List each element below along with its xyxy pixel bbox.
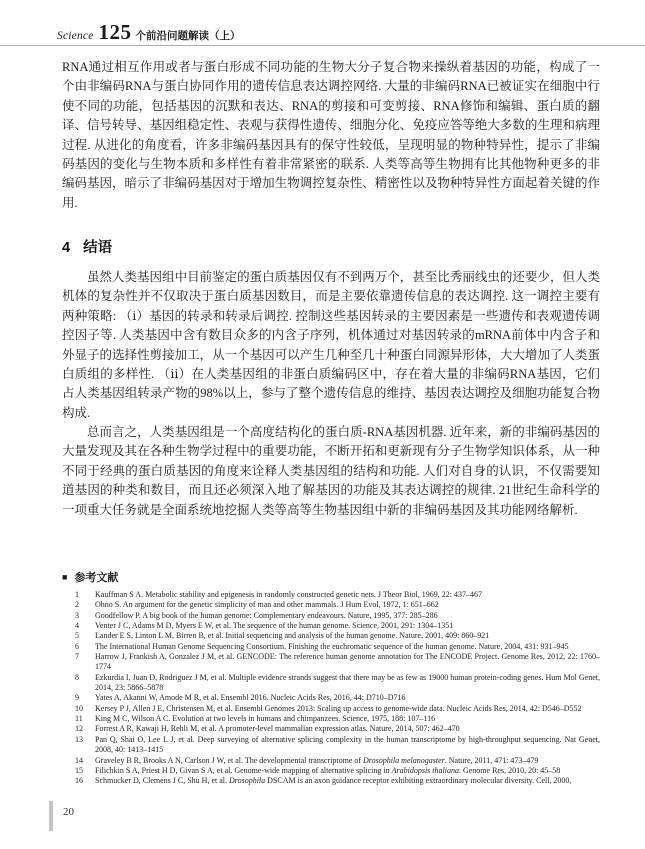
reference-number: 6 [75, 641, 79, 651]
reference-number: 7 [75, 652, 79, 662]
reference-item [62, 621, 600, 631]
body-paragraph-3: 总而言之，人类基因组是一个高度结构化的蛋白质-RNA基因机器. 近年来，新的非编码基因的大量发现及其在各种生物学过程中的重要功能，不断开拓和更新现有分子生物学知识体系，从一种不同于经典的蛋白质基因的角度来诠释人类基因组的结构和功能. 人们对自身的认识，不仅需要知道基因的种类和数目，而且还必须深入地了解基因的功能及其表达调控的规律. 21世纪生命科学的一项重大任务就是全面系统地挖掘人类等高等生物基因组中新的非编码基因及其功能网络解析. [62, 425, 600, 517]
header-science-label: Science [57, 30, 94, 42]
reference-item [62, 724, 600, 734]
reference-number: 11 [75, 714, 83, 724]
reference-number: 5 [75, 631, 79, 641]
reference-item [62, 631, 600, 641]
reference-text: Lander E S, Linton L M, Birren B, et al. Initial sequencing and analysis of the human genome. Nature, 2001, 409: 860–921 [95, 631, 490, 641]
page-number: 20 [63, 806, 74, 818]
section-number: 4 [62, 240, 71, 256]
reference-text: Ohno S. An argument for the genetic simplicity of man and other mammals. J Hum Evol, 1972, 1: 651–662 [95, 600, 439, 610]
reference-item [62, 642, 600, 652]
reference-number: 1 [75, 590, 79, 599]
reference-text: Graveley B R, Brooks A N, Carlson J W, et al. The developmental transcriptome of Drosophila melanogaster. Nature, 2011, 471: 473–479 [95, 755, 539, 765]
reference-number: 13 [75, 734, 83, 744]
reference-number: 15 [75, 765, 83, 775]
reference-number: 14 [75, 755, 83, 765]
reference-number: 16 [75, 776, 83, 786]
reference-item [62, 673, 600, 694]
reference-item [62, 652, 600, 673]
footer-bar [49, 801, 53, 831]
reference-item [62, 693, 600, 703]
reference-text: Venter J C, Adams M D, Myers E W, et al. The sequence of the human genome. Science, 2001, 291: 1304–1351 [95, 621, 454, 631]
section-title: 结语 [83, 240, 113, 256]
reference-item [62, 735, 600, 756]
reference-item [62, 756, 600, 766]
reference-item [62, 766, 600, 776]
reference-text: Schmucker D, Clemens J C, Shu H, et al. Drosophila DSCAM is an axon guidance receptor exhibiting extraordinary molecular diversity. Cell, 2000, [95, 776, 572, 786]
reference-text: Harrow J, Frankish A, Gonzalez J M, et al. GENCODE: The reference human genome annotation for The ENCODE Project. Genome Res, 2012, 22: 1760–1774 [95, 652, 600, 672]
section-heading [62, 236, 112, 257]
body-paragraph-1: RNA通过相互作用或者与蛋白形成不同功能的生物大分子复合物来操纵着基因的功能，构成了一个由非编码RNA与蛋白协同作用的遗传信息表达调控网络. 大量的非编码RNA已被证实在细胞中行使不同的功能，包括基因的沉默和表达、RNA的剪接和可变剪接、RNA修饰和编辑、蛋白质的翻译、信号转导、基因组稳定性、表观与获得性遗传、细胞分化、免疫应答等绝大多数的生理和病理过程. 从进化的角度看，许多非编码基因具有的保守性较低，呈现明显的物种特异性，提示了非编码基因的变化与生物本质和多样性有着非常紧密的联系. 人类等高等生物拥有比其他物种更多的非编码基因，暗示了非编码基因对于增加生物调控复杂性、精密性以及物种特异性方面起着关键的作用. [62, 60, 600, 210]
square-bullet-icon: ■ [62, 572, 68, 582]
reference-text: King M C, Wilson A C. Evolution at two levels in humans and chimpanzees. Science, 1975, 188: 107–116 [95, 714, 436, 724]
reference-number: 8 [75, 672, 79, 682]
reference-number: 2 [75, 600, 79, 610]
reference-number: 3 [75, 610, 79, 620]
reference-item [62, 714, 600, 724]
reference-text: Pan Q, Shai O, Lee L J, et al. Deep surveying of alternative splicing complexity in the human transcriptome by high-throughput sequencing. Nat Genet, 2008, 40: 1413–1415 [95, 734, 600, 755]
reference-text: Ezkurdia I, Juan D, Rodriguez J M, et al. Multiple evidence strands suggest that there may be as few as 19000 human protein-coding genes. Hum Mol Genet, 2014, 23: 5866–5878 [95, 672, 600, 693]
body-paragraph-2: 虽然人类基因组中目前鉴定的蛋白质基因仅有不到两万个，甚至比秀丽线虫的还要少，但人类机体的复杂性并不仅取决于蛋白质基因数目，而是主要依靠遗传信息的表达调控. 这一调控主要有两种策略: （ⅰ）基因的转录和转录后调控. 控制这些基因转录的主要因素是一些遗传和表观遗传调控因子等. 人类基因中含有数目众多的内含子序列，机体通过对基因转录的mRNA前体中内含子和外显子的选择性剪接加工，从一个基因可以产生几种至几十种蛋白同源异形体，大大增加了人类蛋白质组的多样性. （ⅱ）在人类基因组的非蛋白质编码区中，存在着大量的非编码RNA基因，它们占人类基因组转录产物的98%以上，参与了整个遗传信息的维持、基因表达调控及细胞功能复合物构成. [62, 270, 600, 420]
reference-item [62, 611, 600, 621]
header-title-suffix: 个前沿问题解读（上） [135, 30, 241, 42]
reference-number: 4 [75, 621, 79, 631]
reference-text: Yates A, Akanni W, Amode M R, et al. Ensembl 2016. Nucleic Acids Res, 2016, 44: D710–D716 [95, 693, 406, 703]
references-heading [62, 569, 118, 585]
reference-text: Filichkin S A, Priest H D, Givan S A, et al. Genome-wide mapping of alternative splicing in Arabidopsis thaliana. Genome Res, 2010, 20: 45–58 [95, 765, 561, 775]
reference-text: The International Human Genome Sequencing Consortium. Finishing the euchromatic sequence of the human genome. Nature, 2004, 431: 931–945 [95, 641, 569, 651]
reference-text: Forrest A R, Kawaji H, Rehli M, et al. A promoter-level mammalian expression atlas. Nature, 2014, 507: 462–470 [95, 724, 460, 734]
reference-item [62, 704, 600, 714]
reference-text: Kauffman S A. Metabolic stability and epigenesis in randomly constructed genetic nets. J Theor Biol, 1969, 22: 437–467 [95, 590, 482, 599]
running-header [57, 20, 241, 45]
header-rule [0, 45, 645, 46]
reference-item [62, 776, 600, 786]
reference-item [62, 600, 600, 610]
reference-text: Goodfellow P. A big book of the human genome: Complementary endeavours. Nature, 1995, 377: 285–286 [95, 610, 438, 620]
reference-number: 10 [75, 703, 83, 713]
reference-number: 9 [75, 693, 79, 703]
references-heading-label: 参考文献 [74, 572, 119, 584]
reference-text: Kersey P J, Allen J E, Christensen M, et al. Ensembl Genomes 2013: Scaling up access to genome-wide data. Nucleic Acids Res, 2014, 42: D546–D552 [95, 703, 582, 713]
reference-number: 12 [75, 724, 83, 734]
reference-list [62, 590, 600, 787]
header-series-number: 125 [98, 20, 132, 44]
reference-item [62, 590, 600, 600]
